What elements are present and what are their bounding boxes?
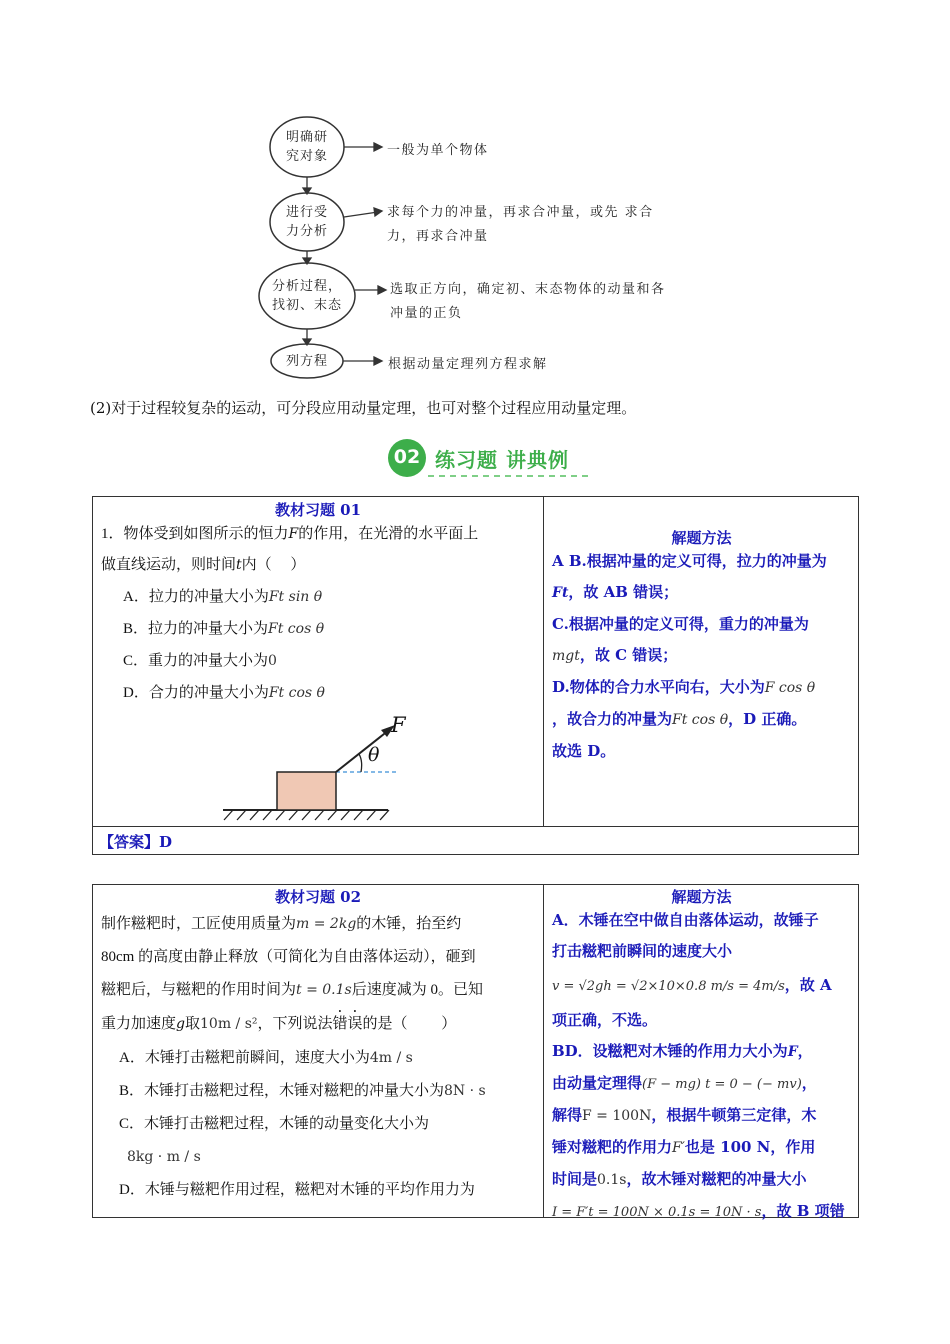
exercise-02-options [93, 1042, 541, 1207]
exercise-01-header: 教材习题 01 [274, 501, 362, 519]
flow-step-3-desc: 选取正方向，确定初、末态物体的动量和各 冲量的正负 [390, 282, 666, 321]
badge-number: 02 [393, 446, 421, 468]
option-c[interactable]: C．重力的冲量大小为0 [123, 653, 277, 669]
flow-step-2-desc: 求每个力的冲量，再求合冲量，或先 求合 力，再求合冲量 [387, 205, 654, 244]
flowchart-lines [0, 0, 950, 385]
exercise-02-header: 教材习题 02 [274, 888, 362, 906]
note-2: (2)对于过程较复杂的运动，可分段应用动量定理，也可对整个过程应用动量定理。 [90, 399, 637, 417]
exercise-02-question: 制作糍粑时，工匠使用质量为m = 2kg的木锤，抬至约 80cm 的高度由静止释放（可简化为自由落体运动），砸到 糍粑后，与糍粑的作用时间为t = 0.1s后速度减为 0。已知 重力加速度g取10m / s²，下列说法错误的是（ ） [101, 916, 483, 1032]
option-a[interactable]: A．木锤打击糍粑前瞬间，速度大小为4m / s [119, 1050, 413, 1066]
exercise-01-answer: 【答案】D [99, 833, 173, 851]
option-c-value: 8kg · m / s [127, 1149, 201, 1165]
exercise-01-options [93, 581, 533, 709]
flow-step-4-label: 列方程 [285, 354, 328, 369]
angle-label: θ [368, 744, 380, 766]
force-diagram [221, 709, 521, 824]
method-flowchart [0, 0, 950, 385]
exercise-01-table [92, 496, 859, 855]
exercise-02-method: A．木锤在空中做自由落体运动，故锤子 打击糍粑前瞬间的速度大小 v = √2gh = √2×10×0.8 m/s = 4m/s，故 A 项正确，不选。 BD．设糍粑对木锤的作用力大小为F， 由动量定理得(F − mg) t = 0 − (− mv)， 解得F = 100N，根据牛顿第三定律，木 锤对糍粑的作用力F′也是 100 N，作用 时间是0.1s，故木锤对糍粑的冲量大小 I = F′t = 100N × 0.1s = 10N · s，故 B 项错 [552, 911, 845, 1220]
exercise-02-method-header: 解题方法 [671, 888, 732, 906]
block [277, 772, 336, 810]
exercise-01-method: A B.根据冲量的定义可得，拉力的冲量为 Ft，故 AB 错误； C.根据冲量的定义可得，重力的冲量为 mgt，故 C 错误； D.物体的合力水平向右，大小为F cos θ ，故合力的冲量为Ft cos θ，D 正确。 故选 D。 [552, 552, 827, 760]
exercise-01-question: 1．物体受到如图所示的恒力F的作用，在光滑的水平面上 做直线运动，则时间t内（ ） [101, 526, 479, 573]
badge-title: 练习题 讲典例 [435, 448, 569, 472]
flow-step-2-label: 进行受 力分析 [285, 205, 328, 239]
option-b[interactable]: B．拉力的冲量大小为Ft cos θ [123, 621, 325, 637]
exercise-01-method-header: 解题方法 [671, 529, 732, 547]
flow-step-3-label: 分析过程， 找初、末态 [271, 279, 342, 313]
option-a[interactable]: A．拉力的冲量大小为Ft sin θ [123, 589, 323, 605]
option-c[interactable]: C．木锤打击糍粑过程，木锤的动量变化大小为 [119, 1116, 430, 1132]
option-b[interactable]: B．木锤打击糍粑过程，木锤对糍粑的冲量大小为8N · s [119, 1083, 486, 1099]
force-label: F [391, 713, 406, 737]
flow-step-4-desc: 根据动量定理列方程求解 [388, 357, 548, 372]
flow-step-1-desc: 一般为单个物体 [387, 143, 489, 158]
option-d[interactable]: D．木锤与糍粑作用过程，糍粑对木锤的平均作用力为 [119, 1182, 475, 1198]
section-badge [386, 438, 596, 480]
flow-step-1-label: 明确研 究对象 [285, 130, 328, 164]
exercise-02-table [92, 884, 859, 1218]
option-d[interactable]: D．合力的冲量大小为Ft cos θ [123, 685, 325, 701]
